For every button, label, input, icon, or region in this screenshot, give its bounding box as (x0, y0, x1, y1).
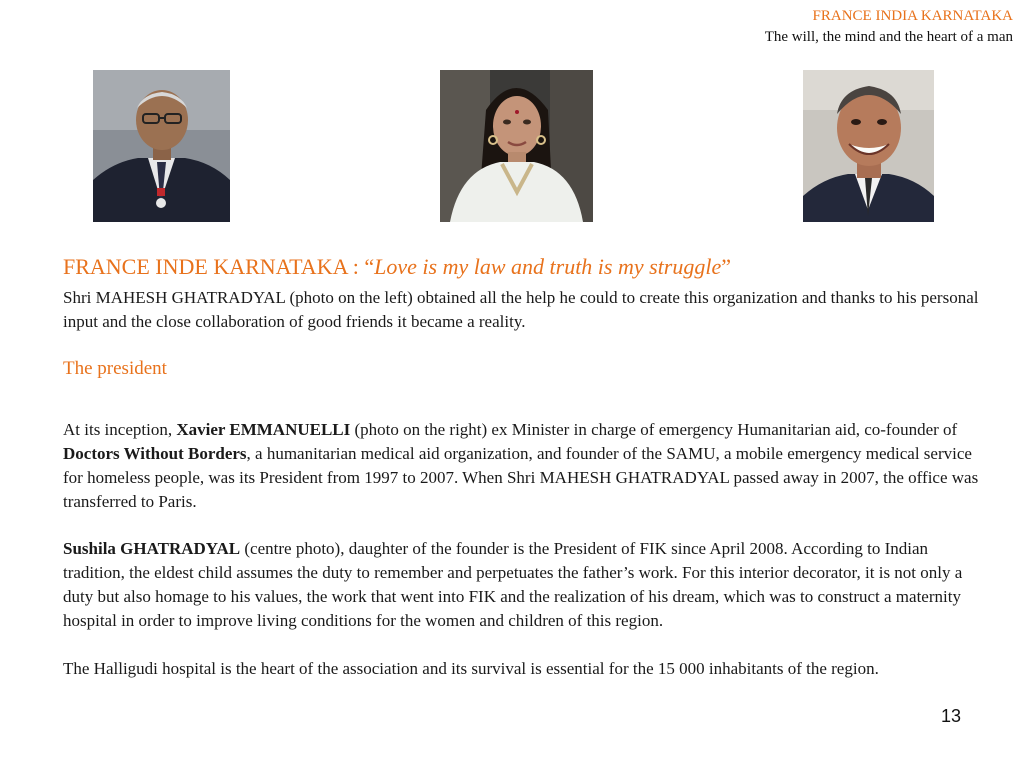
slide-header (765, 6, 1013, 48)
president-heading: The president (63, 358, 167, 379)
para2-name-emmanuelli: Xavier EMMANUELLI (176, 420, 351, 439)
page-number: 13 (941, 706, 962, 726)
para3-text-1: (centre photo), daughter of the founder is the President of FIK since April 2008. According to Indian tradition, the eldest child assumes the duty to remember and perpetuates the father’s work. For this interior decorator, it is not only a duty but also homage to his values, the work that went into FIK and the realization of his dream, which was to construct a maternity hospital in order to improve living conditions for the women and children of this region. (63, 539, 963, 630)
para3-name-sushila: Sushila GHATRADYAL (63, 539, 241, 558)
header-tagline: The will, the mind and the heart of a man (764, 29, 1013, 45)
slide-body (63, 252, 983, 681)
para2-text-3: , a humanitarian medical aid organization, and founder of the SAMU, a mobile emergency medical service for homeless people, was its President from 1997 to 2007. When Shri MAHESH GHATRADYAL passed away in 2007, the office was transferred to Paris. (63, 444, 979, 511)
title-quote: Love is my law and truth is my struggle (374, 254, 722, 279)
para2-text-2: (photo on the right) ex Minister in charge of emergency Humanitarian aid, co-founder of (350, 420, 958, 439)
paragraph-hospital: The Halligudi hospital is the heart of the association and its survival is essential for the 15 000 inhabitants of the region. (63, 659, 879, 678)
title-suffix: ” (721, 254, 732, 279)
photo-founder (93, 70, 230, 222)
photo-president (440, 70, 593, 222)
paragraph-sushila (63, 537, 983, 633)
para2-org-name: Doctors Without Borders (63, 444, 247, 463)
paragraph-emmanuelli (63, 418, 983, 514)
photo-former-president (803, 70, 934, 222)
para2-text-1: At its inception, (63, 420, 177, 439)
header-brand: FRANCE INDIA KARNATAKA (812, 8, 1013, 24)
section-title (63, 252, 983, 282)
title-prefix: FRANCE INDE KARNATAKA : “ (63, 254, 375, 279)
intro-paragraph: Shri MAHESH GHATRADYAL (photo on the left) obtained all the help he could to create this organization and thanks to his personal input and the close collaboration of good friends it became a reality. (63, 288, 979, 331)
